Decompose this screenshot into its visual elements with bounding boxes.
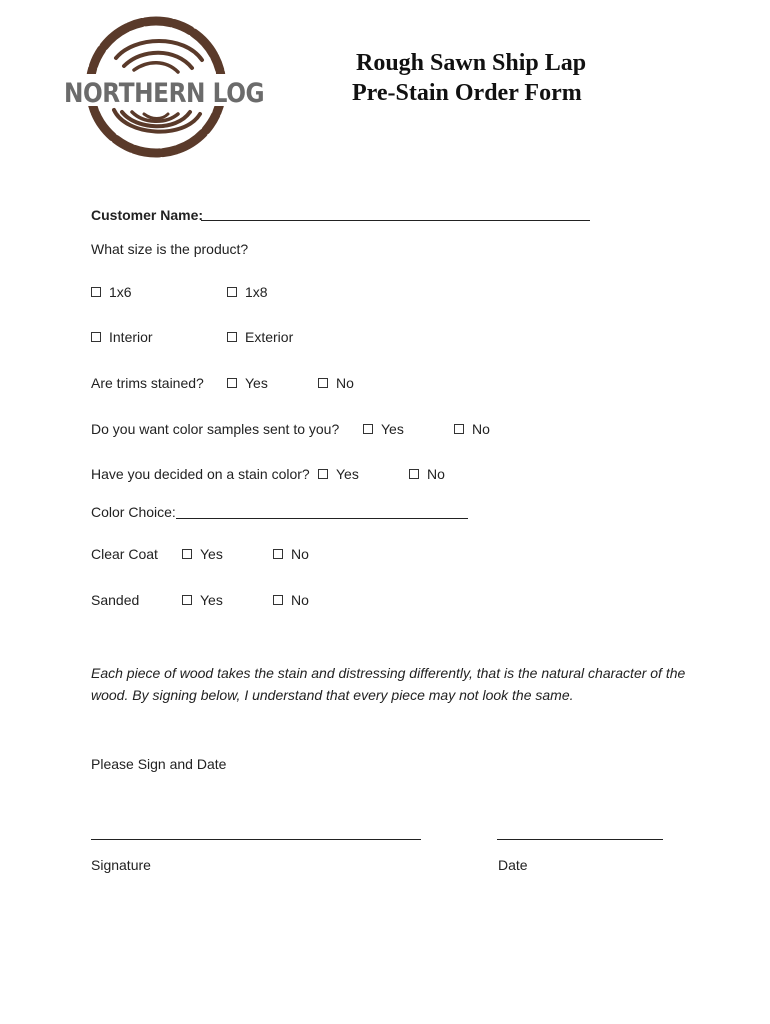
checkbox-box[interactable] bbox=[91, 332, 101, 342]
checkbox-label: Interior bbox=[109, 329, 153, 345]
checkbox-stain-yes[interactable] bbox=[318, 465, 359, 483]
checkbox-label: No bbox=[291, 592, 309, 608]
trims-question: Are trims stained? bbox=[91, 375, 204, 391]
checkbox-box[interactable] bbox=[91, 287, 101, 297]
date-field[interactable] bbox=[497, 839, 663, 840]
checkbox-label: Yes bbox=[381, 421, 404, 437]
samples-question: Do you want color samples sent to you? bbox=[91, 421, 340, 437]
size-question: What size is the product? bbox=[91, 241, 249, 257]
checkbox-label: Yes bbox=[200, 546, 223, 562]
checkbox-label: Yes bbox=[336, 466, 359, 482]
checkbox-box[interactable] bbox=[227, 287, 237, 297]
checkbox-label: 1x8 bbox=[245, 284, 268, 300]
checkbox-trims-yes[interactable] bbox=[227, 374, 268, 392]
checkbox-box[interactable] bbox=[182, 595, 192, 605]
checkbox-box[interactable] bbox=[182, 549, 192, 559]
checkbox-label: Exterior bbox=[245, 329, 294, 345]
signature-label: Signature bbox=[91, 857, 151, 873]
checkbox-box[interactable] bbox=[318, 469, 328, 479]
color-choice-label: Color Choice: bbox=[91, 504, 176, 520]
customer-name-field[interactable] bbox=[201, 220, 590, 221]
checkbox-clear-coat-yes[interactable] bbox=[182, 545, 223, 563]
checkbox-1x6[interactable] bbox=[91, 283, 132, 301]
customer-name-label: Customer Name: bbox=[91, 207, 204, 223]
checkbox-label: No bbox=[291, 546, 309, 562]
checkbox-label: No bbox=[427, 466, 445, 482]
stain-question: Have you decided on a stain color? bbox=[91, 466, 310, 482]
title-line-1: Rough Sawn Ship Lap bbox=[356, 50, 587, 76]
title-line-2: Pre-Stain Order Form bbox=[352, 80, 582, 106]
checkbox-exterior[interactable] bbox=[227, 328, 293, 346]
checkbox-label: Yes bbox=[245, 375, 268, 391]
checkbox-label: No bbox=[472, 421, 490, 437]
clear-coat-label: Clear Coat bbox=[91, 546, 158, 562]
checkbox-box[interactable] bbox=[363, 424, 373, 434]
checkbox-box[interactable] bbox=[227, 378, 237, 388]
checkbox-samples-no[interactable] bbox=[454, 420, 490, 438]
checkbox-box[interactable] bbox=[227, 332, 237, 342]
date-label: Date bbox=[498, 857, 528, 873]
signature-field[interactable] bbox=[91, 839, 421, 840]
checkbox-sanded-yes[interactable] bbox=[182, 591, 223, 609]
form-title bbox=[330, 48, 620, 108]
checkbox-1x8[interactable] bbox=[227, 283, 268, 301]
checkbox-box[interactable] bbox=[273, 549, 283, 559]
checkbox-box[interactable] bbox=[454, 424, 464, 434]
checkbox-sanded-no[interactable] bbox=[273, 591, 309, 609]
checkbox-label: 1x6 bbox=[109, 284, 132, 300]
color-choice-field[interactable] bbox=[176, 518, 468, 519]
checkbox-interior[interactable] bbox=[91, 328, 153, 346]
checkbox-box[interactable] bbox=[273, 595, 283, 605]
sanded-label: Sanded bbox=[91, 592, 140, 608]
checkbox-label: No bbox=[336, 375, 354, 391]
logo-wordmark: NORTHERN LOG bbox=[64, 78, 265, 109]
checkbox-box[interactable] bbox=[409, 469, 419, 479]
checkbox-stain-no[interactable] bbox=[409, 465, 445, 483]
sign-prompt: Please Sign and Date bbox=[91, 756, 227, 772]
northern-log-logo bbox=[64, 8, 265, 164]
checkbox-box[interactable] bbox=[318, 378, 328, 388]
checkbox-samples-yes[interactable] bbox=[363, 420, 404, 438]
disclaimer-note: Each piece of wood takes the stain and distressing differently, that is the natural character of the wood. By signing below, I understand that every piece may not look the same. bbox=[91, 665, 686, 703]
checkbox-trims-no[interactable] bbox=[318, 374, 354, 392]
checkbox-label: Yes bbox=[200, 592, 223, 608]
checkbox-clear-coat-no[interactable] bbox=[273, 545, 309, 563]
